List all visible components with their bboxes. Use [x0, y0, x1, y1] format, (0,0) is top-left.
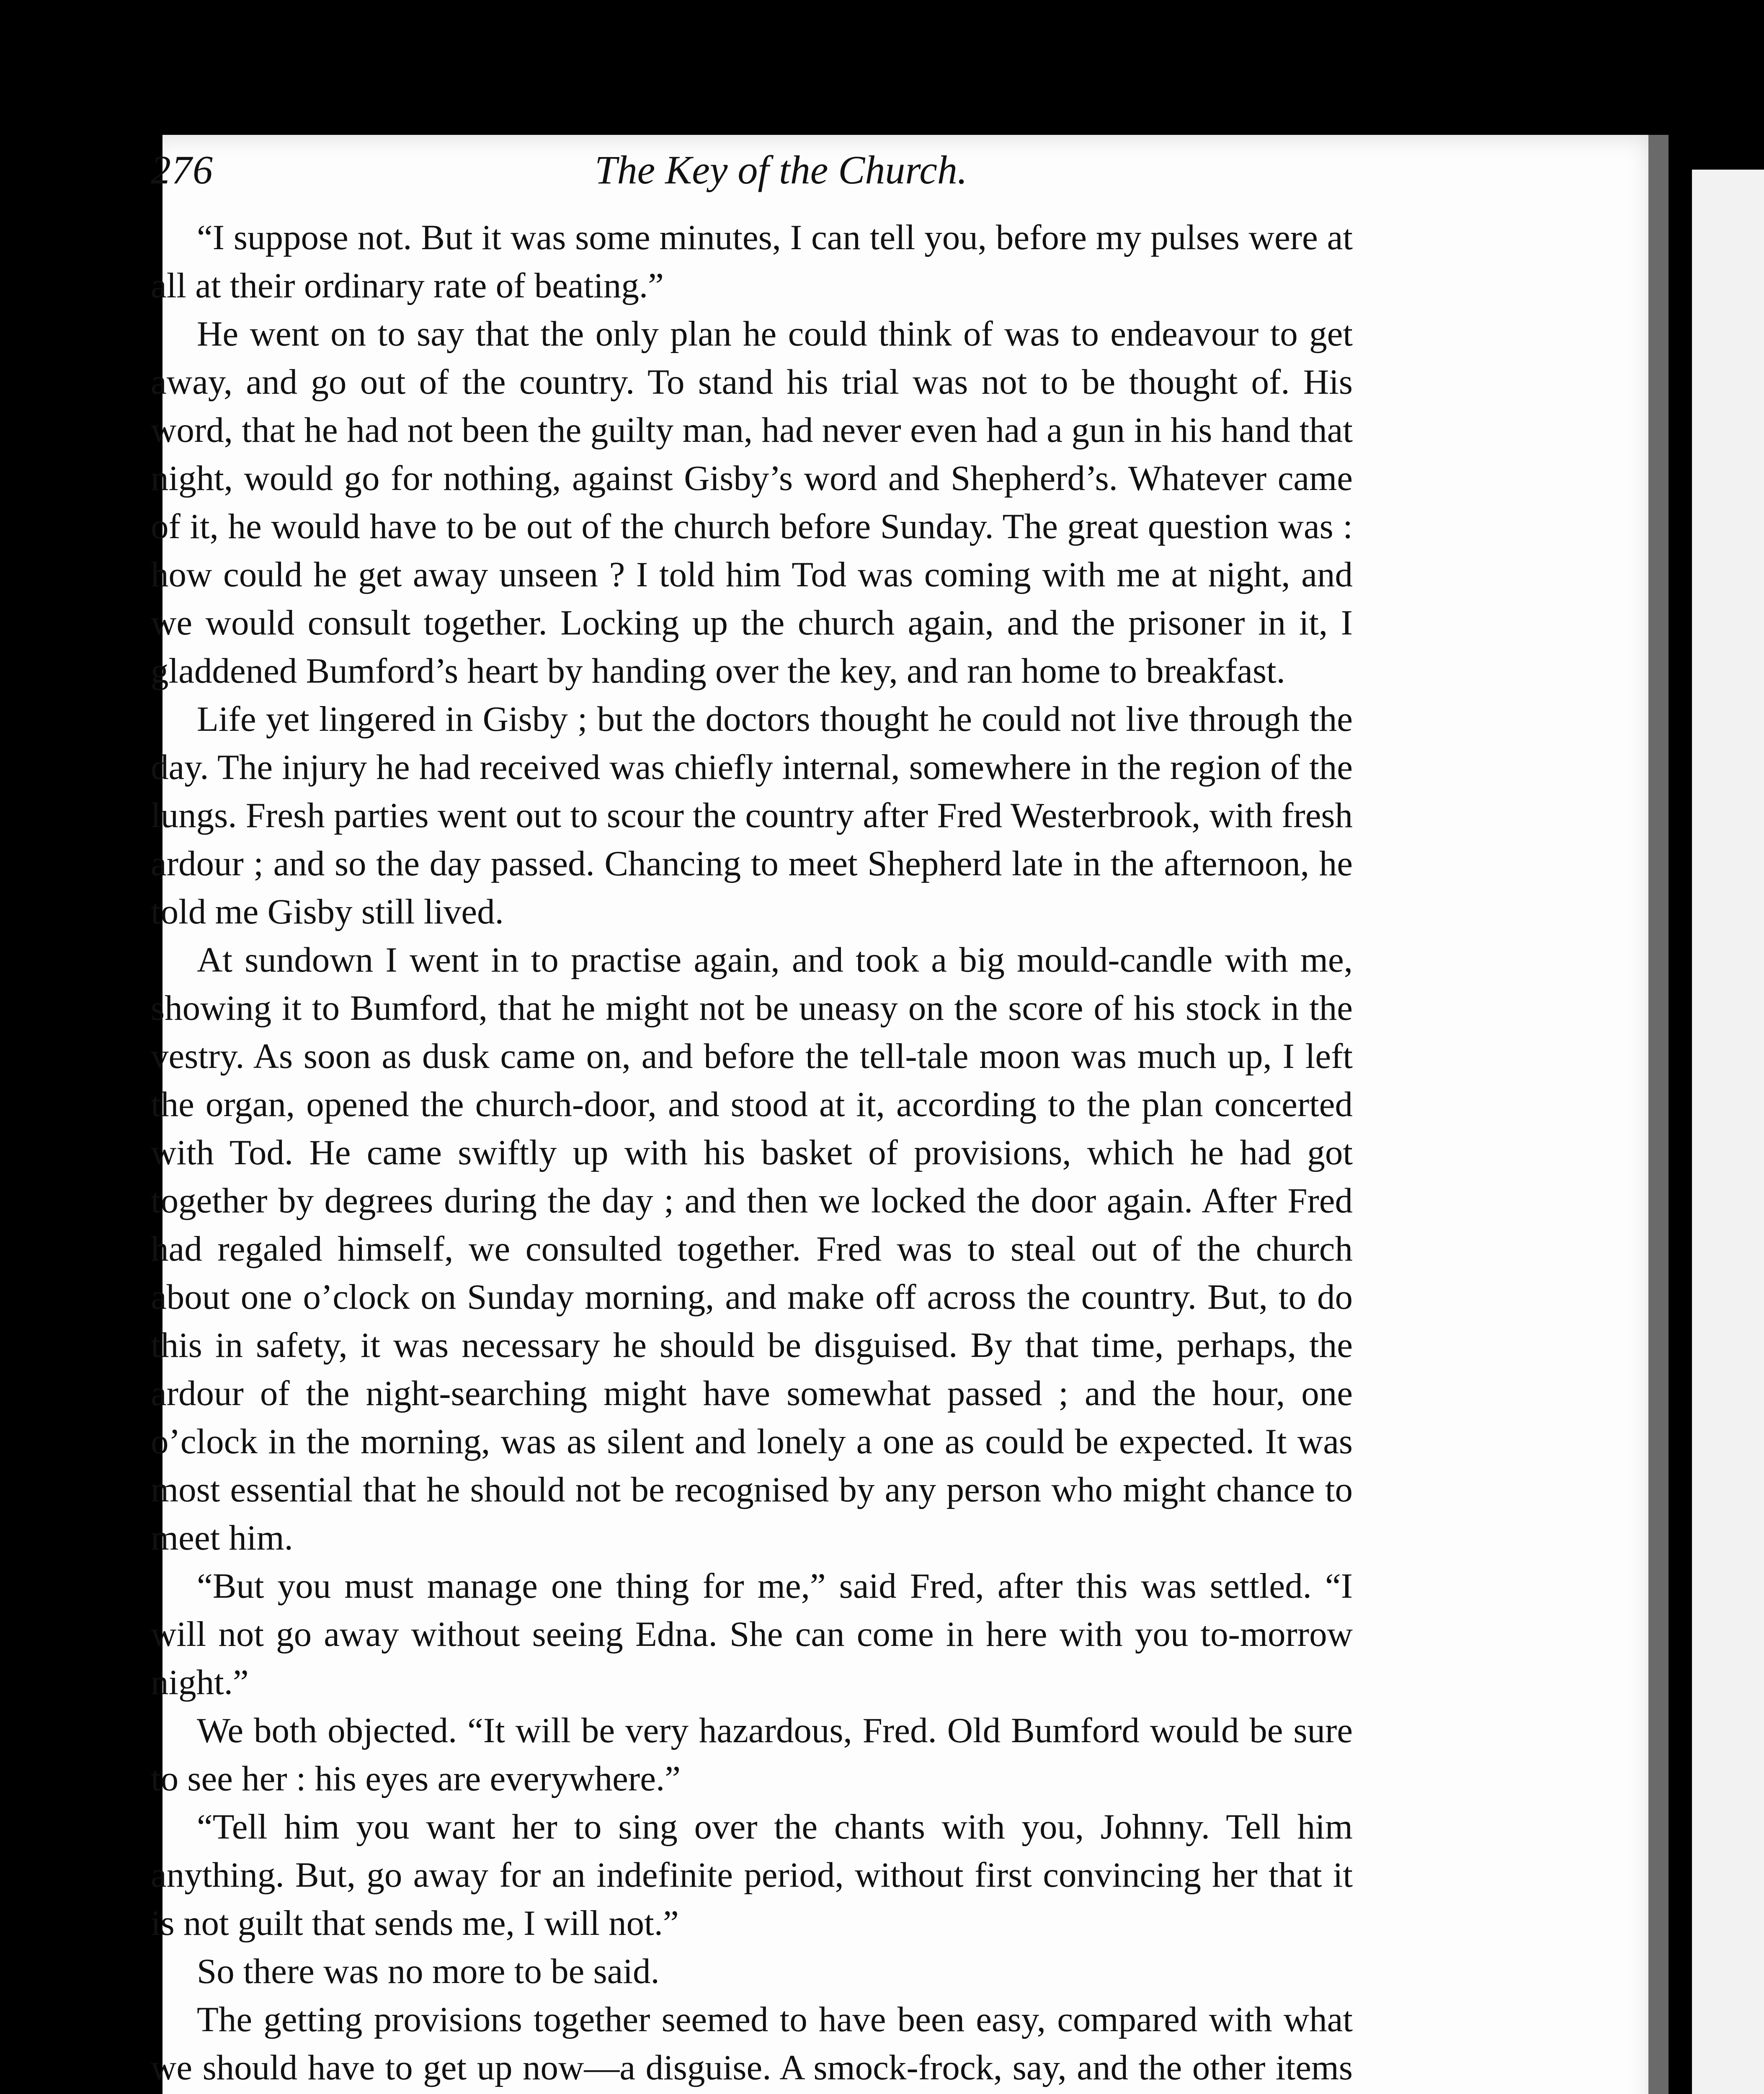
page-gutter-shadow — [1648, 135, 1669, 2094]
body-text — [151, 214, 1353, 2094]
paragraph: “I suppose not. But it was some minutes, I can tell you, before my pulses were at all at their ordinary rate of beating.” — [151, 218, 1353, 305]
paragraph: The getting provisions together seemed to have been easy, compared with what we should have to get up now—a disguise. A smock-frock, say, and the other items — [151, 2000, 1353, 2087]
adjacent-page-edge — [1692, 170, 1764, 2094]
page-header — [151, 147, 1353, 209]
paragraph: We both objected. “It will be very hazardous, Fred. Old Bumford would be sure to see her : his eyes are everywhere.” — [151, 1711, 1353, 1798]
paragraph: He went on to say that the only plan he could think of was to endeavour to get away, and go out of the country. To stand his trial was not to be thought of. His word, that he had not been the guilty man, had never even had a gun in his hand that night, would go for nothing, against Gisby’s word and Shepherd’s. Whatever came of it, he would have to be out of the church before Sunday. The great question was : how could he get away unseen ? I told him Tod was coming with me at night, and we would consult together. Locking up the church again, and the prisoner in it, I gladdened Bumford’s heart by handing over the key, and ran home to breakfast. — [151, 314, 1353, 691]
paragraph: At sundown I went in to practise again, and took a big mould-candle with me, showing it to Bumford, that he might not be uneasy on the score of his stock in the vestry. As soon as dusk came on, and before the tell-tale moon was much up, I left the organ, opened the church-door, and stood at it, according to the plan concerted with Tod. He came swiftly up with his basket of provisions, which he had got together by degrees during the day ; and then we locked the door again. After Fred had regaled himself, we consulted together. Fred was to steal out of the church about one o’clock on Sunday morning, and make off across the country. But, to do this in safety, it was necessary he should be disguised. By that time, perhaps, the ardour of the night-searching might have somewhat passed ; and the hour, one o’clock in the morning, was as silent and lonely a one as could be expected. It was most essential that he should not be recognised by any person who might chance to meet him. — [151, 940, 1353, 1558]
paragraph: “But you must manage one thing for me,” said Fred, after this was settled. “I will not go away without seeing Edna. She can come in here with you to-morrow night.” — [151, 1566, 1353, 1702]
page-number: 276 — [151, 147, 214, 192]
running-title: The Key of the Church. — [595, 147, 967, 192]
paragraph: Life yet lingered in Gisby ; but the doctors thought he could not live through the day. The injury he had received was chiefly internal, somewhere in the region of the lungs. Fresh parties went out to scour the country after Fred Westerbrook, with fresh ardour ; and so the day passed. Chancing to meet Shepherd late in the afternoon, he told me Gisby still lived. — [151, 699, 1353, 931]
paragraph: So there was no more to be said. — [197, 1952, 660, 1991]
paragraph: “Tell him you want her to sing over the chants with you, Johnny. Tell him anything. But, go away for an indefinite period, without first convincing her that it is not guilt that sends me, I will not.” — [151, 1807, 1353, 1943]
